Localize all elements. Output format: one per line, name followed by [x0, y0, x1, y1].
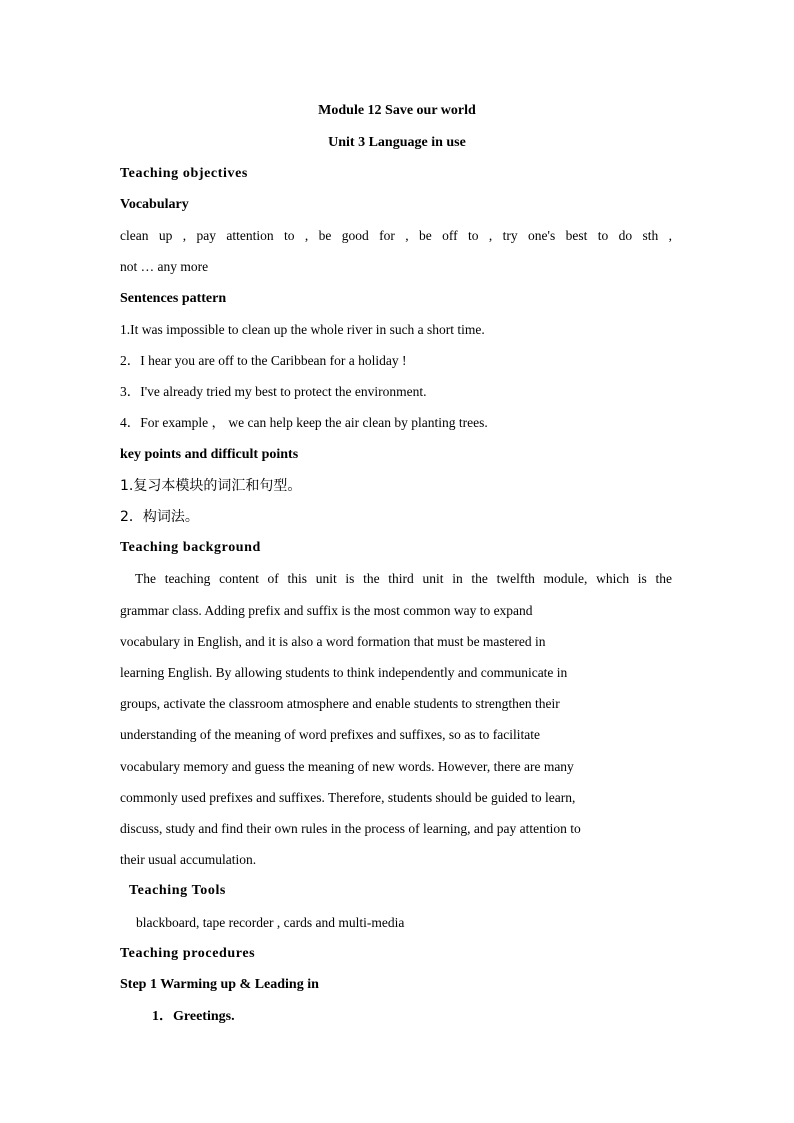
sentences-pattern-heading: Sentences pattern	[120, 291, 227, 306]
key-points-heading: key points and difficult points	[120, 447, 299, 462]
sentence-item: 4．For example ， we can help keep the air clean by planting trees.	[120, 415, 488, 430]
unit-title: Unit 3 Language in use	[328, 135, 466, 150]
teaching-procedures-heading: Teaching procedures	[120, 946, 256, 961]
teaching-tools-content: blackboard, tape recorder , cards and multi-media	[136, 915, 405, 930]
teaching-background-heading: Teaching background	[120, 540, 261, 555]
vocabulary-line-2: not … any more	[120, 259, 209, 274]
sentence-item: 1.It was impossible to clean up the whole river in such a short time.	[120, 322, 485, 337]
vocabulary-heading: Vocabulary	[120, 197, 189, 212]
key-point-item: 1.复习本模块的词汇和句型。	[120, 478, 302, 494]
teaching-objectives-heading: Teaching objectives	[120, 166, 248, 181]
key-point-item: 2．构词法。	[120, 509, 199, 525]
background-line: understanding of the meaning of word prefixes and suffixes, so as to facilitate	[120, 727, 541, 742]
sentence-item: 3．I've already tried my best to protect the environment.	[120, 384, 427, 399]
background-line: their usual accumulation.	[120, 852, 257, 867]
background-line: vocabulary memory and guess the meaning of new words. However, there are many	[120, 759, 574, 774]
step-1-heading: Step 1 Warming up & Leading in	[120, 977, 319, 992]
teaching-tools-heading: Teaching Tools	[129, 883, 226, 898]
vocabulary-line-1: clean up , pay attention to , be good for , be off to , try one's best to do sth ,	[120, 228, 672, 243]
background-line: discuss, study and find their own rules in the process of learning, and pay attention to	[120, 821, 581, 836]
background-line: The teaching content of this unit is the third unit in the twelfth module, which is the	[135, 571, 672, 586]
module-title: Module 12 Save our world	[318, 103, 476, 118]
background-line: learning English. By allowing students to think independently and communicate in	[120, 665, 568, 680]
background-line: groups, activate the classroom atmosphere and enable students to strengthen their	[120, 696, 560, 711]
sentence-item: 2．I hear you are off to the Caribbean for a holiday !	[120, 353, 407, 368]
step-1-item-greetings: 1．Greetings.	[152, 1009, 235, 1024]
background-line: commonly used prefixes and suffixes. Therefore, students should be guided to learn,	[120, 790, 576, 805]
background-line: vocabulary in English, and it is also a word formation that must be mastered in	[120, 634, 546, 649]
background-line: grammar class. Adding prefix and suffix is the most common way to expand	[120, 603, 533, 618]
